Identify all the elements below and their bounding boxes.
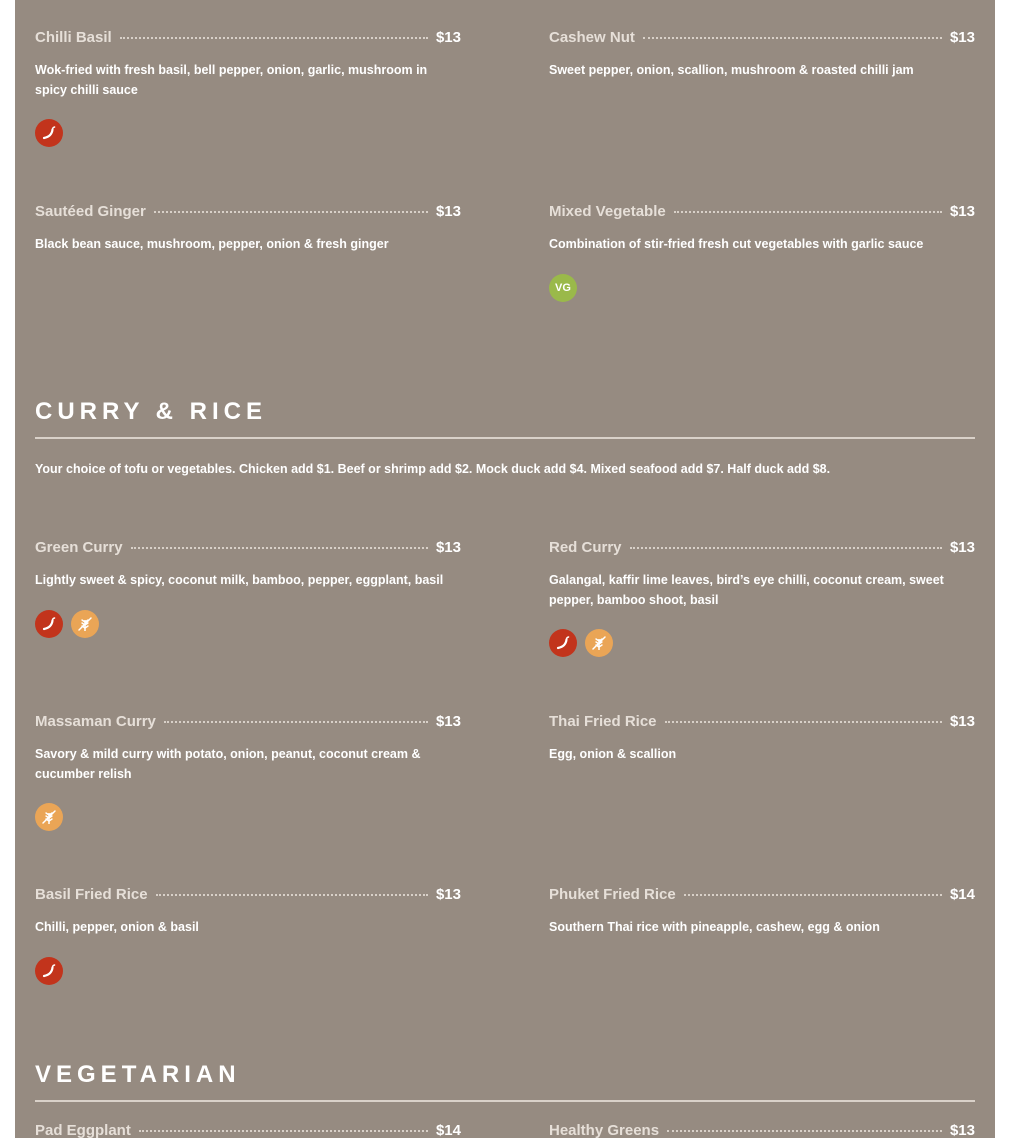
item-name: Thai Fried Rice [549,713,657,730]
menu-item-cashew-nut [549,29,975,81]
item-description: Egg, onion & scallion [549,747,677,761]
dot-leader [667,1130,942,1132]
item-description: Wok-fried with fresh basil, bell pepper, onion, garlic, mushroom in spicy chilli sauce [35,63,428,97]
menu-panel [15,0,995,1138]
dot-leader [684,894,942,896]
item-price: $13 [949,1122,975,1138]
menu-item-pad-eggplant [35,1122,461,1138]
wheat-crossed-icon [71,610,99,638]
item-price: $13 [949,713,975,730]
wheat-crossed-icon [35,803,63,831]
item-price: $14 [435,1122,461,1138]
dot-leader [156,894,428,896]
item-name: Healthy Greens [549,1122,660,1138]
badge-row [35,957,461,985]
chili-pepper-icon [549,629,577,657]
section-divider [35,1100,975,1102]
item-price: $13 [949,539,975,556]
dot-leader [154,211,428,213]
item-price: $13 [949,29,975,46]
dot-leader [120,37,428,39]
item-name: Basil Fried Rice [35,886,148,903]
item-price: $13 [435,886,461,903]
item-description: Savory & mild curry with potato, onion, peanut, coconut cream & cucumber relish [35,747,421,781]
item-description: Galangal, kaffir lime leaves, bird’s eye chilli, coconut cream, sweet pepper, bamboo shoot, basil [549,573,944,607]
badge-row [35,119,461,147]
menu-item-thai-fried-rice [549,713,975,765]
chili-pepper-icon [35,957,63,985]
dot-leader [131,547,428,549]
menu-item-mixed-vegetable [549,203,975,302]
item-description: Lightly sweet & spicy, coconut milk, bamboo, pepper, eggplant, basil [35,573,444,587]
badge-row [549,274,975,302]
chili-pepper-icon [35,610,63,638]
item-name: Mixed Vegetable [549,203,666,220]
dot-leader [630,547,942,549]
menu-item-phuket-fried-rice [549,886,975,938]
item-price: $14 [949,886,975,903]
item-name: Green Curry [35,539,123,556]
menu-item-sauteed-ginger [35,203,461,255]
item-name: Pad Eggplant [35,1122,131,1138]
item-description: Chilli, pepper, onion & basil [35,920,199,934]
badge-row [35,803,461,831]
item-name: Red Curry [549,539,622,556]
item-name: Phuket Fried Rice [549,886,676,903]
item-description: Southern Thai rice with pineapple, cashew, egg & onion [549,920,880,934]
dot-leader [665,721,942,723]
section-note: Your choice of tofu or vegetables. Chicken add $1. Beef or shrimp add $2. Mock duck add $4. Mixed seafood add $7. Half duck add $8. [35,462,831,476]
item-name: Cashew Nut [549,29,635,46]
section-title-vegetarian: VEGETARIAN [35,1061,241,1088]
menu-item-green-curry [35,539,461,638]
dot-leader [164,721,428,723]
menu-item-basil-fried-rice [35,886,461,985]
item-price: $13 [949,203,975,220]
badge-row [35,610,461,638]
badge-row [549,629,975,657]
dot-leader [674,211,942,213]
item-name: Sautéed Ginger [35,203,146,220]
item-name: Chilli Basil [35,29,112,46]
section-title-curry-rice: CURRY & RICE [35,398,268,425]
item-name: Massaman Curry [35,713,156,730]
dot-leader [643,37,942,39]
menu-item-red-curry [549,539,975,657]
item-description: Black bean sauce, mushroom, pepper, onion & fresh ginger [35,237,389,251]
menu-item-massaman-curry [35,713,461,831]
section-divider [35,437,975,439]
item-price: $13 [435,29,461,46]
vegan-badge-icon: VG [549,274,577,302]
item-description: Combination of stir-fried fresh cut vegetables with garlic sauce [549,237,924,251]
menu-item-chilli-basil [35,29,461,147]
chili-pepper-icon [35,119,63,147]
item-description: Sweet pepper, onion, scallion, mushroom & roasted chilli jam [549,63,914,77]
menu-item-healthy-greens [549,1122,975,1138]
item-price: $13 [435,713,461,730]
item-price: $13 [435,539,461,556]
wheat-crossed-icon [585,629,613,657]
dot-leader [139,1130,428,1132]
item-price: $13 [435,203,461,220]
